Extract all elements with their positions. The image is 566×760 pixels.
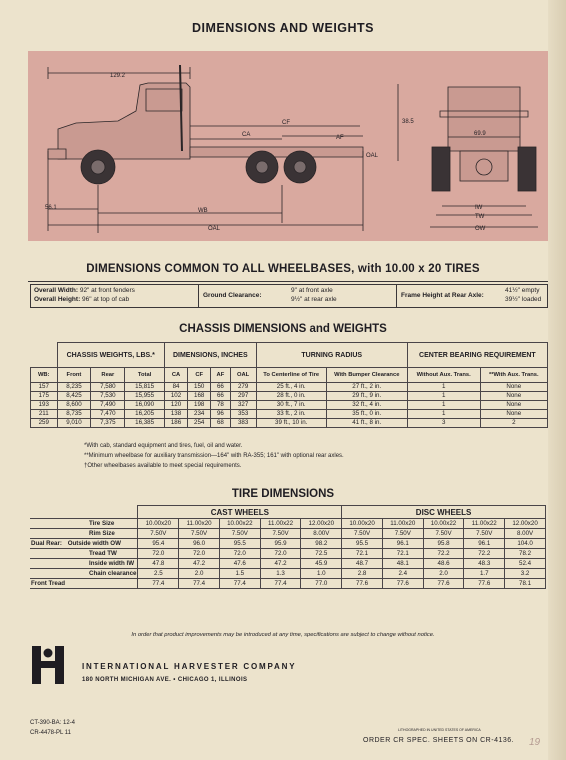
table-row [30,529,546,539]
ground-clearance-rear: 9½" at rear axle [291,296,337,303]
front-tread-label: Front Tread [31,580,66,587]
cell-with: None [480,401,547,410]
header-chassis-weights: CHASSIS WEIGHTS, LBS.* [57,343,164,368]
tire-table [30,505,546,589]
cell-oal: 297 [230,392,256,401]
col-front: Front [57,368,91,383]
col-tire-centerline: To Centerline of Tire [256,368,326,383]
tire-cell-ow: 95.5 [342,539,383,549]
dual-rear-label: Dual Rear: [31,540,62,547]
tire-cell-tw: 72.0 [179,549,220,559]
tire-cell-tw: 72.1 [382,549,423,559]
ground-clearance-label: Ground Clearance: [203,292,262,299]
dim-cf: CF [282,120,290,126]
tire-cell-rims: 7.50V [219,529,260,539]
tire-cell-sizes: 11.00x22 [464,519,505,529]
cell-ca: 186 [164,419,187,428]
page-edge [548,0,566,760]
tire-cell-ow: 98.2 [301,539,342,549]
frame-height-loaded: 39½" loaded [505,296,542,303]
tire-cell-ow: 95.4 [138,539,179,549]
cell-af: 96 [211,410,230,419]
cell-ca: 102 [164,392,187,401]
form-code-2: CR-4478-PL 11 [30,730,72,736]
cell-rear: 7,530 [91,392,125,401]
dim-wb: WB [198,208,208,214]
printed-note: LITHOGRAPHED IN UNITED STATES OF AMERICA [398,728,481,732]
table-row [30,519,546,529]
table-row [31,419,548,428]
tire-cell-chain: 1.7 [464,569,505,579]
cell-front: 8,735 [57,410,91,419]
table-row [31,410,548,419]
tire-cell-sizes: 10.00x22 [423,519,464,529]
label-tire-size [30,519,138,529]
tire-cell-iw: 47.6 [219,559,260,569]
tire-cell-chain: 2.8 [342,569,383,579]
inside-width-label: Inside width IW [89,560,135,567]
cell-without: 1 [407,383,480,392]
tire-cell-front: 77.4 [219,579,260,589]
chassis-table [30,342,548,428]
frame-height-label: Frame Height at Rear Axle: [401,292,484,299]
tire-cell-front: 77.0 [301,579,342,589]
tire-cell-ow: 95.9 [260,539,301,549]
dim-tw: TW [475,214,485,220]
cell-tire: 30 ft., 7 in. [256,401,326,410]
col-af: AF [211,368,230,383]
tire-cell-chain: 1.3 [260,569,301,579]
ground-clearance-front: 9" at front axle [291,287,333,294]
table-row [30,579,546,589]
cell-oal: 353 [230,410,256,419]
tire-cell-chain: 2.0 [179,569,220,579]
cell-total: 15,955 [125,392,165,401]
tire-cell-iw: 48.7 [342,559,383,569]
cell-oal: 327 [230,401,256,410]
header-blank [31,343,58,368]
tire-cell-sizes: 10.00x22 [219,519,260,529]
dim-frame-height: 38.5 [402,119,414,125]
cell-wb: 259 [31,419,58,428]
tire-cell-sizes: 11.00x20 [179,519,220,529]
tire-cell-rims: 7.50V [179,529,220,539]
cell-wb: 175 [31,392,58,401]
cell-tire: 28 ft., 0 in. [256,392,326,401]
tire-cell-sizes: 10.00x20 [138,519,179,529]
cell-oal: 383 [230,419,256,428]
tire-cell-tw: 72.0 [219,549,260,559]
cell-ca: 120 [164,401,187,410]
cell-wb: 211 [31,410,58,419]
tire-cell-rims: 8.00V [505,529,546,539]
chain-clearance-label: Chain clearance [89,570,137,577]
cell-tire: 39 ft., 10 in. [256,419,326,428]
tire-cell-iw: 48.3 [464,559,505,569]
tire-cell-chain: 2.0 [423,569,464,579]
tire-cell-iw: 52.4 [505,559,546,569]
cell-with: None [480,410,547,419]
cell-cf: 234 [188,410,211,419]
company-name: INTERNATIONAL HARVESTER COMPANY [82,662,297,671]
col-oal: OAL [230,368,256,383]
tire-cell-ow: 104.0 [505,539,546,549]
tire-cell-front: 77.4 [179,579,220,589]
tire-cell-iw: 47.8 [138,559,179,569]
tire-cell-ow: 95.8 [423,539,464,549]
table-row [30,559,546,569]
overall-width-value: 92" at front fenders [79,287,135,294]
tire-cell-rims: 7.50V [423,529,464,539]
dim-oal-short: OAL [366,153,379,159]
tire-cell-rims: 7.50V [382,529,423,539]
common-dimensions-box [30,284,548,308]
cell-oal: 279 [230,383,256,392]
tire-cell-tw: 72.0 [138,549,179,559]
cell-front: 8,600 [57,401,91,410]
chassis-title: CHASSIS DIMENSIONS and WEIGHTS [179,323,387,335]
tire-cell-ow: 95.5 [219,539,260,549]
cell-front: 8,425 [57,392,91,401]
tire-cell-sizes: 12.00x20 [505,519,546,529]
cell-without: 1 [407,392,480,401]
cell-rear: 7,490 [91,401,125,410]
footnote-aux-trans: **Minimum wheelbase for auxiliary transmission—164" with RA-355; 161" with optional rear axles. [84,453,344,459]
dim-iw: IW [475,205,483,211]
cell-with: None [480,383,547,392]
footnote-wheelbases: †Other wheelbases available to meet special requirements. [84,463,242,469]
cell-wb: 157 [31,383,58,392]
cell-rear: 7,375 [91,419,125,428]
cell-front: 9,010 [57,419,91,428]
common-cell-frame [397,285,547,307]
tire-cell-chain: 1.0 [301,569,342,579]
cell-cf: 254 [188,419,211,428]
dim-ow: OW [475,226,486,232]
label-tread [30,549,138,559]
tire-cell-rims: 8.00V [301,529,342,539]
cell-without: 1 [407,401,480,410]
tire-cell-iw: 47.2 [179,559,220,569]
tire-cell-tw: 78.2 [505,549,546,559]
overall-height-label: Overall Height: [34,296,81,303]
tire-cell-front: 77.4 [138,579,179,589]
tire-cell-front: 77.4 [260,579,301,589]
cell-total: 16,205 [125,410,165,419]
form-code-1: CT-390-BA: 12-4 [30,720,76,726]
cell-total: 15,815 [125,383,165,392]
cell-af: 66 [211,392,230,401]
label-front-tread [30,579,138,589]
tire-cell-chain: 2.5 [138,569,179,579]
tire-cell-front: 77.6 [464,579,505,589]
tire-cell-iw: 48.1 [382,559,423,569]
table-row [31,383,548,392]
header-blank [30,506,138,519]
cell-bumper: 41 ft., 8 in. [326,419,407,428]
header-disc-wheels: DISC WHEELS [342,506,546,519]
label-outside-width [30,539,138,549]
cell-bumper: 35 ft., 0 in. [326,410,407,419]
table-row [31,392,548,401]
dim-ca: CA [242,132,251,138]
cell-without: 3 [407,419,480,428]
cell-cf: 198 [188,401,211,410]
tire-cell-front: 78.1 [505,579,546,589]
header-turning-radius: TURNING RADIUS [256,343,407,368]
dim-af: AF [336,135,344,141]
col-cf: CF [188,368,211,383]
common-cell-overall [31,285,199,307]
cell-ca: 84 [164,383,187,392]
col-ca: CA [164,368,187,383]
dim-width: 69.9 [474,131,486,137]
cell-bumper: 27 ft., 2 in. [326,383,407,392]
cell-front: 8,235 [57,383,91,392]
table-row [31,401,548,410]
tire-cell-sizes: 11.00x22 [260,519,301,529]
tire-cell-ow: 96.1 [382,539,423,549]
company-address: 180 NORTH MICHIGAN AVE. • CHICAGO 1, ILLINOIS [82,677,248,683]
cell-total: 16,385 [125,419,165,428]
cell-bumper: 29 ft., 9 in. [326,392,407,401]
tire-cell-rims: 7.50V [138,529,179,539]
label-chain-clearance [30,569,138,579]
tire-cell-chain: 1.5 [219,569,260,579]
page-number: 19 [529,737,541,748]
cell-af: 78 [211,401,230,410]
cell-tire: 25 ft., 4 in. [256,383,326,392]
tire-size-label: Tire Size [89,520,115,527]
cell-rear: 7,470 [91,410,125,419]
cell-bumper: 32 ft., 4 in. [326,401,407,410]
col-rear: Rear [91,368,125,383]
overall-height-value: 96" at top of cab [82,296,130,303]
cell-af: 68 [211,419,230,428]
tire-cell-iw: 48.6 [423,559,464,569]
tire-cell-rims: 7.50V [342,529,383,539]
tire-cell-front: 77.6 [423,579,464,589]
tire-cell-sizes: 12.00x20 [301,519,342,529]
dim-front-overhang: 56.1 [45,205,57,211]
cell-af: 66 [211,383,230,392]
disclaimer: In order that product improvements may be introduced at any time, specifications are subject to change without notice. [131,632,435,638]
tire-cell-iw: 45.9 [301,559,342,569]
common-cell-ground [199,285,397,307]
tire-cell-rims: 7.50V [464,529,505,539]
tire-cell-front: 77.6 [382,579,423,589]
tire-cell-ow: 96.1 [464,539,505,549]
tire-cell-ow: 96.0 [179,539,220,549]
dim-overall-length: 129.2 [110,73,126,79]
footnote-weights: *With cab, standard equipment and tires, fuel, oil and water. [84,443,243,449]
tire-cell-front: 77.6 [342,579,383,589]
header-dimensions: DIMENSIONS, INCHES [164,343,256,368]
frame-height-empty: 41½" empty [505,287,540,294]
tire-dimensions-title: TIRE DIMENSIONS [231,488,335,500]
col-bumper-clearance: With Bumper Clearance [326,368,407,383]
cell-rear: 7,580 [91,383,125,392]
dim-oal: OAL [208,226,221,232]
cell-without: 1 [407,410,480,419]
page-title: DIMENSIONS AND WEIGHTS [191,21,375,35]
cell-total: 16,090 [125,401,165,410]
col-total: Total [125,368,165,383]
order-note: ORDER CR SPEC. SHEETS ON CR-4136. [363,737,515,744]
header-center-bearing: CENTER BEARING REQUIREMENT [407,343,547,368]
tire-cell-tw: 72.2 [423,549,464,559]
tire-cell-iw: 47.2 [260,559,301,569]
cell-wb: 193 [31,401,58,410]
tire-cell-tw: 72.0 [260,549,301,559]
ih-logo-icon [30,646,66,684]
tire-cell-chain: 2.4 [382,569,423,579]
col-wb: WB: [31,368,58,383]
overall-width-label: Overall Width: [34,287,79,294]
label-rim-size [30,529,138,539]
tire-cell-tw: 72.1 [342,549,383,559]
col-without-aux: Without Aux. Trans. [407,368,480,383]
label-inside-width [30,559,138,569]
tire-cell-chain: 3.2 [505,569,546,579]
cell-cf: 168 [188,392,211,401]
truck-diagram [28,51,548,241]
table-row [30,549,546,559]
tread-label: Tread TW [89,550,117,557]
rim-size-label: Rim Size [89,530,115,537]
cell-with: None [480,392,547,401]
outside-width-label: Outside width OW [67,540,121,547]
table-row [30,539,546,549]
tire-cell-tw: 72.5 [301,549,342,559]
tire-cell-tw: 72.2 [464,549,505,559]
tire-cell-sizes: 11.00x20 [382,519,423,529]
tire-cell-rims: 7.50V [260,529,301,539]
header-cast-wheels: CAST WHEELS [138,506,342,519]
table-row [30,569,546,579]
cell-ca: 138 [164,410,187,419]
cell-cf: 150 [188,383,211,392]
divider [28,281,548,282]
common-dimensions-title: DIMENSIONS COMMON TO ALL WHEELBASES, with 10.00 x 20 TIRES [86,263,480,275]
tire-cell-sizes: 10.00x20 [342,519,383,529]
truck-drawing [28,51,548,241]
cell-with: 2 [480,419,547,428]
col-with-aux: **With Aux. Trans. [480,368,547,383]
cell-tire: 33 ft., 2 in. [256,410,326,419]
